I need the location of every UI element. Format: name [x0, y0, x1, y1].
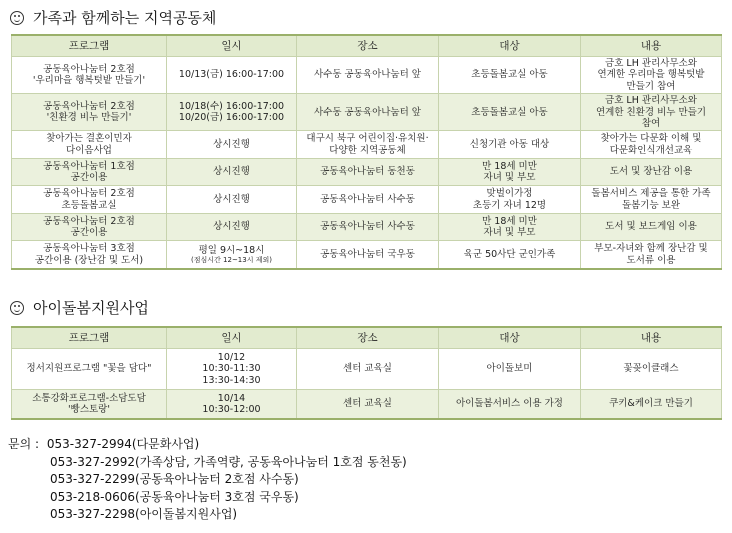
content-text: 금호 LH 관리사무소와 [605, 95, 697, 107]
date-text: 10/14 [217, 392, 246, 404]
date-text: 10/18(수) 16:00-17:00 [178, 100, 285, 112]
target-text: 맞벌이가정 [486, 188, 533, 200]
column-header: 장소 [297, 327, 439, 349]
table-row [12, 390, 722, 420]
target-text: 만 18세 미만 [482, 160, 537, 172]
target-text: 아이돌봄서비스 이용 가정 [456, 398, 563, 410]
place-text: 공동육아나눔터 사수동 [320, 221, 415, 233]
place-text: 사수동 공동육아나눔터 앞 [314, 69, 421, 81]
cell-program [12, 390, 167, 420]
column-header: 장소 [297, 35, 439, 57]
cell-content [581, 131, 722, 159]
cell-target [439, 94, 581, 131]
place-text: 공동육아나눔터 동천동 [320, 166, 415, 178]
cell-content [581, 158, 722, 186]
cell-content [581, 213, 722, 241]
section1-heading [10, 7, 216, 28]
program-text: 다이음사업 [66, 144, 112, 156]
column-header: 대상 [439, 327, 581, 349]
content-text: 꽃꽂이클래스 [623, 363, 679, 375]
program-text: 공동육아나눔터 2호점 [43, 63, 135, 75]
cell-place [297, 241, 439, 269]
cell-date [167, 186, 297, 214]
program-text: '친환경 비누 만들기' [46, 112, 132, 124]
place-text: 센터 교육실 [343, 398, 392, 410]
cell-target [439, 131, 581, 159]
cell-date [167, 131, 297, 159]
program-text: 정서지원프로그램 "꽃을 담다" [26, 363, 152, 375]
content-text: 돌봄기능 보완 [621, 199, 681, 211]
cell-program [12, 158, 167, 186]
cell-program [12, 186, 167, 214]
contact-line: 053-327-2992(가족상담, 가족역량, 공동육아나눔터 1호점 동천동) [50, 454, 407, 469]
content-text: 도서류 이용 [626, 254, 676, 266]
cell-target [439, 241, 581, 269]
program-text: 찾아가는 결혼이민자 [46, 133, 132, 145]
program-text: 공간이용 (장난감 및 도서) [34, 254, 144, 266]
program-text: 공동육아나눔터 1호점 [43, 160, 135, 172]
table-row [12, 158, 722, 186]
cell-date [167, 158, 297, 186]
program-text: '우리마을 행복텃밭 만들기' [32, 75, 146, 87]
table-row [12, 241, 722, 269]
table-row [12, 186, 722, 214]
content-text: 연계한 우리마을 행복텃밭 [597, 69, 705, 81]
cell-place [297, 131, 439, 159]
family-community-table [11, 34, 722, 270]
program-text: 공동육아나눔터 2호점 [43, 215, 135, 227]
program-text: 공간이용 [70, 227, 108, 239]
content-text: 부모-자녀와 함께 장난감 및 [594, 243, 708, 255]
cell-target [439, 349, 581, 390]
place-text: 사수동 공동육아나눔터 앞 [314, 106, 421, 118]
cell-content [581, 390, 722, 420]
contact-line: 053-327-2298(아이돌봄지원사업) [50, 507, 238, 521]
column-header: 일시 [167, 327, 297, 349]
column-header: 내용 [581, 35, 722, 57]
target-text: 초등돌봄교실 아동 [471, 106, 548, 118]
place-text: 다양한 지역공동체 [329, 144, 406, 156]
cell-program [12, 241, 167, 269]
content-text: 참여 [641, 117, 661, 129]
target-text: 자녀 및 부모 [483, 227, 536, 239]
content-text: 쿠키&케이크 만들기 [609, 398, 693, 410]
date-text: 10/12 [217, 351, 246, 363]
smiley-icon [10, 11, 24, 25]
contact-line: 053-218-0606(공동육아나눔터 3호점 국우동) [50, 489, 299, 504]
column-header: 일시 [167, 35, 297, 57]
content-text: 다문화인식개선교육 [609, 144, 693, 156]
place-text: 대구시 북구 어린이집·유치원· [306, 133, 429, 145]
program-text: 소통강화프로그램-소담도담 [32, 392, 146, 404]
target-text: 아이돌보미 [486, 363, 533, 375]
content-text: 도서 및 보드게임 이용 [605, 221, 697, 233]
place-text: 공동육아나눔터 사수동 [320, 193, 415, 205]
date-note: (점심시간 12~13시 제외) [191, 256, 272, 265]
content-text: 도서 및 장난감 이용 [609, 166, 693, 178]
contact-line [8, 436, 407, 454]
cell-place [297, 57, 439, 94]
childcare-support-table [11, 326, 722, 420]
cell-program [12, 57, 167, 94]
cell-program [12, 213, 167, 241]
program-text: 초등돌봄교실 [61, 199, 117, 211]
section2-title: 아이돌봄지원사업 [33, 299, 149, 317]
content-text: 연계한 친환경 비누 만들기 [595, 106, 706, 118]
cell-date [167, 241, 297, 269]
cell-date [167, 213, 297, 241]
date-text: 상시진행 [213, 193, 250, 205]
smiley-icon [10, 301, 24, 315]
column-header: 내용 [581, 327, 722, 349]
target-text: 자녀 및 부모 [483, 172, 536, 184]
cell-place [297, 390, 439, 420]
cell-place [297, 213, 439, 241]
column-header: 대상 [439, 35, 581, 57]
column-header: 프로그램 [12, 35, 167, 57]
date-text: 10:30-11:30 [202, 363, 261, 375]
target-text: 초등기 자녀 12명 [472, 199, 547, 211]
content-text: 금호 LH 관리사무소와 [605, 58, 697, 69]
content-text: 찾아가는 다문화 이해 및 [600, 133, 702, 145]
target-text: 신청기관 아동 대상 [469, 138, 550, 150]
date-text: 상시진행 [213, 221, 250, 233]
section2-heading [10, 297, 149, 318]
program-text: 공동육아나눔터 2호점 [43, 100, 135, 112]
cell-program [12, 131, 167, 159]
cell-target [439, 390, 581, 420]
table-row [12, 57, 722, 94]
contact-info [8, 436, 407, 524]
cell-date [167, 94, 297, 131]
cell-program [12, 349, 167, 390]
cell-target [439, 158, 581, 186]
content-text: 돌봄서비스 제공을 통한 가족 [591, 188, 711, 200]
cell-target [439, 213, 581, 241]
cell-content [581, 349, 722, 390]
program-text: 공동육아나눔터 3호점 [43, 243, 135, 255]
date-text: 10/13(금) 16:00-17:00 [178, 69, 285, 81]
date-text: 상시진행 [213, 138, 250, 150]
cell-date [167, 57, 297, 94]
cell-target [439, 186, 581, 214]
cell-target [439, 57, 581, 94]
cell-program [12, 94, 167, 131]
program-text: 공간이용 [70, 172, 108, 184]
table-header-row [12, 327, 722, 349]
table-header-row [12, 35, 722, 57]
place-text: 공동육아나눔터 국우동 [320, 248, 415, 260]
cell-date [167, 390, 297, 420]
cell-content [581, 186, 722, 214]
column-header: 프로그램 [12, 327, 167, 349]
date-text: 상시진행 [213, 166, 250, 178]
section1-title: 가족과 함께하는 지역공동체 [33, 9, 217, 27]
date-text: 13:30-14:30 [202, 374, 261, 386]
date-text: 10/20(금) 16:00-17:00 [178, 112, 285, 124]
table-row [12, 349, 722, 390]
date-text: 10:30-12:00 [202, 404, 261, 415]
cell-content [581, 241, 722, 269]
cell-place [297, 94, 439, 131]
cell-place [297, 158, 439, 186]
content-text: 만들기 참여 [626, 80, 676, 92]
contact-phone: 053-327-2994(다문화사업) [46, 437, 200, 451]
target-text: 초등돌봄교실 아동 [471, 69, 548, 81]
place-text: 센터 교육실 [343, 363, 392, 375]
cell-place [297, 186, 439, 214]
contact-line: 053-327-2299(공동육아나눔터 2호점 사수동) [50, 472, 299, 486]
target-text: 만 18세 미만 [482, 215, 537, 227]
cell-content [581, 57, 722, 94]
target-text: 육군 50사단 군인가족 [463, 248, 556, 260]
contact-label: 문의 : [8, 437, 40, 451]
program-text: '빵스토랑' [68, 404, 110, 415]
cell-content [581, 94, 722, 131]
table-row [12, 131, 722, 159]
program-text: 공동육아나눔터 2호점 [43, 188, 135, 200]
cell-date [167, 349, 297, 390]
cell-place [297, 349, 439, 390]
table-row [12, 213, 722, 241]
date-text: 평일 9시~18시 [198, 244, 265, 256]
table-row [12, 94, 722, 131]
